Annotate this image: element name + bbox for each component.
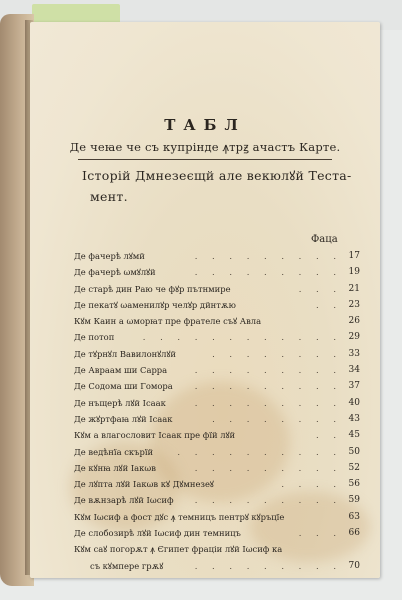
toc-entry-page: 40 <box>348 397 360 408</box>
toc-entry <box>74 541 364 557</box>
toc-entry: . . . . . . . . . Де кꙋнꙗ лꙋй Іакωв 52 <box>74 462 360 473</box>
toc-entry-page: 56 <box>348 479 360 490</box>
toc-entry-title: Де слобозирѣ лꙋй Іωсиф дин темницъ <box>74 528 241 539</box>
toc-entry-title: Де лꙋпта лꙋй Іакωв кꙋ Дꙋмнезеꙋ <box>74 479 214 490</box>
toc-entry-page: 29 <box>348 332 360 343</box>
toc-entry-title: Де тꙋрнꙋл Вавилонꙋлꙋй <box>74 348 176 359</box>
toc-entry-page: 59 <box>348 495 360 506</box>
toc-entry-page: 45 <box>348 430 360 441</box>
toc-entry-page: 63 <box>348 511 360 522</box>
toc-entry: . . . . . . . . . Де нъщерѣ лꙋй Ісаак 40 <box>74 397 360 408</box>
toc-entry-title: Кꙋм Іωсиф а фост дꙋс ꙟ темницъ пентрꙋ кꙋръцїе <box>74 511 285 522</box>
toc-entry: . . Де пекатꙋ ωаменилꙋр челꙋр дйнтѫю 23 <box>74 299 360 310</box>
toc-entry-page: 19 <box>348 267 360 278</box>
page-subtitle: Де чеꙗе че съ купрінде ꙟтрꙃ ачастъ Карте. <box>69 140 341 154</box>
toc-entry-title: Де потоп <box>74 332 115 343</box>
toc-entry-title: съ кꙋмпере грѫꙋ <box>90 560 164 571</box>
toc-entry: . . . . . . . . Де жꙋртфаꙗ лꙋй Ісаак 43 <box>74 413 360 424</box>
toc-entry-page: 66 <box>348 528 360 539</box>
page-title: ТАБЛ <box>164 116 246 134</box>
toc-entry-page: 17 <box>348 251 360 261</box>
toc-entry: . . . . . . . . Де тꙋрнꙋл Вавилонꙋлꙋй 33 <box>74 348 360 359</box>
toc-entry-title: Де старѣ дин Раю че фꙋр пътнмире <box>74 283 231 294</box>
divider <box>78 159 332 160</box>
toc-entry: . . . . . . . . . Де Авраам ши Сарра 34 <box>74 365 360 376</box>
page-column-header: Фаца <box>311 234 338 245</box>
toc-entry-page: 26 <box>348 316 360 327</box>
toc-entry: . . . . . . . . . Де фачерѣ ωмꙋлꙋй 19 <box>74 267 360 278</box>
toc-entry-title: Де фачерѣ ωмꙋлꙋй <box>74 267 156 278</box>
toc-entry-title: Де нъщерѣ лꙋй Ісаак <box>74 397 166 408</box>
toc-entry: . . . . . . . . . Де Содома ши Гомора 37 <box>74 381 360 392</box>
toc-entry-page: 70 <box>348 560 360 571</box>
toc-entry-title: Де пекатꙋ ωаменилꙋр челꙋр дйнтѫю <box>74 299 236 310</box>
toc-entry-title: Де Содома ши Гомора <box>74 381 173 392</box>
toc-entry: . . Кꙋм а влагословит Ісаак пре фїй лꙋй 45 <box>74 430 360 441</box>
section-heading <box>82 165 352 207</box>
toc-entry: . . . . . . . . . съ кꙋмпере грѫꙋ 70 <box>74 558 364 574</box>
toc-entry-page: 37 <box>348 381 360 392</box>
section-heading-line-1: Історій Дмнезеєщй але векюлꙋй Теста- <box>82 168 352 183</box>
toc-entry <box>74 509 364 525</box>
toc-entry-title: Кꙋм саꙋ погорѫт ꙟ Єгипет фраціи лꙋй Іωсиф ка <box>74 544 283 555</box>
toc-entry-title: Кꙋм а влагословит Ісаак пре фїй лꙋй <box>74 430 236 441</box>
toc-entry <box>74 313 364 329</box>
toc-entry: . . . . . . . . . Де фачерѣ лꙋмй 17 <box>74 251 360 261</box>
toc-entry-title: Де вѫнзарѣ лꙋй Іωсиф <box>74 495 174 506</box>
toc-entry-page: 23 <box>348 299 360 310</box>
toc-entry-page: 50 <box>348 446 360 457</box>
toc-entry: . . . Де слобозирѣ лꙋй Іωсиф дин темницъ 66 <box>74 528 360 539</box>
toc-entry-title: Де жꙋртфаꙗ лꙋй Ісаак <box>74 413 173 424</box>
table-of-contents <box>74 248 364 574</box>
toc-entry-title: Де Авраам ши Сарра <box>74 365 168 376</box>
book-page <box>30 22 380 578</box>
toc-entry-page: 43 <box>348 413 360 424</box>
toc-entry: . . . . Де лꙋпта лꙋй Іакωв кꙋ Дꙋмнезеꙋ 56 <box>74 479 360 490</box>
toc-entry-page: 52 <box>348 462 360 473</box>
section-heading-line-2: мент. <box>90 189 128 204</box>
toc-entry: . . . . . . . . . . . . Де потоп 29 <box>74 332 360 343</box>
toc-entry-page: 33 <box>348 348 360 359</box>
toc-entry-page: 21 <box>348 283 360 294</box>
toc-entry-title: Де фачерѣ лꙋмй <box>74 251 145 261</box>
toc-entry-title: Кꙋм Каин а ωморꙗт пре фрателе съꙋ Авла <box>74 316 262 327</box>
toc-entry-title: Де кꙋнꙗ лꙋй Іакωв <box>74 462 156 473</box>
toc-entry: . . . . . . . . . . Де ведѣнїа скърїй 50 <box>74 446 360 457</box>
toc-entry: . . . . . . . . . Де вѫнзарѣ лꙋй Іωсиф 59 <box>74 495 360 506</box>
toc-entry-title: Де ведѣнїа скърїй <box>74 446 154 457</box>
toc-entry-page: 34 <box>348 365 360 376</box>
toc-entry: . . . Де старѣ дин Раю че фꙋр пътнмире 21 <box>74 283 360 294</box>
